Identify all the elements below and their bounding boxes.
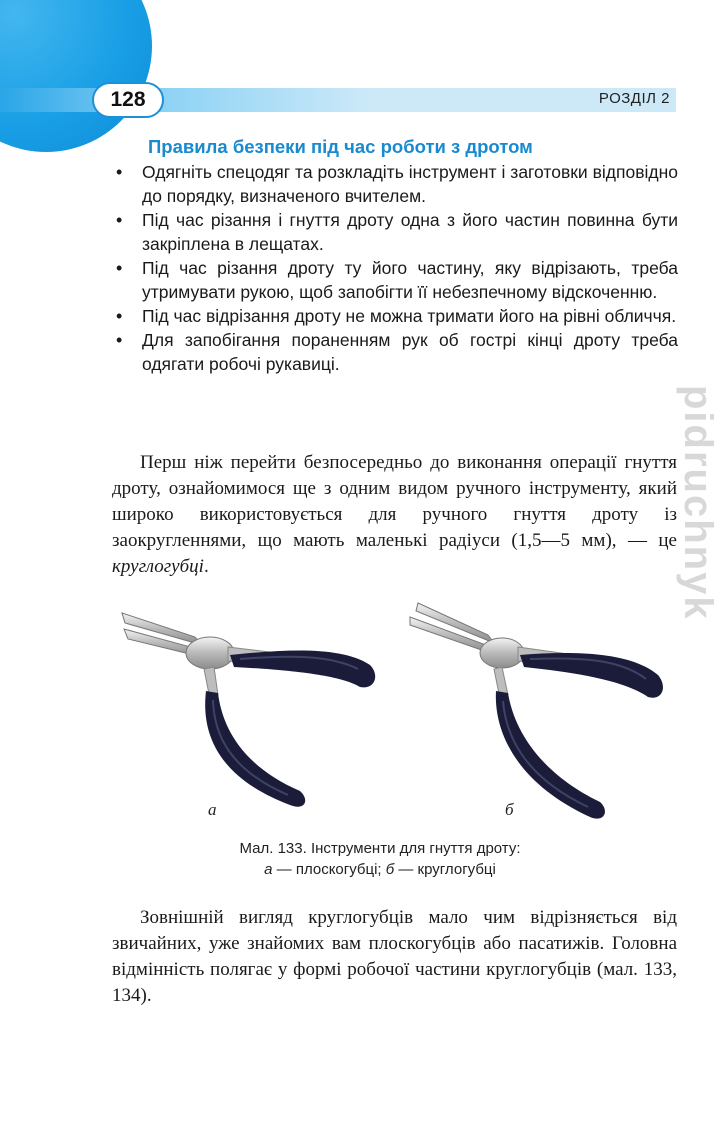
rule-item: • Під час різання дроту ту його частину, яку відрізають, треба утримувати рукою, щоб запобігти її небезпечному відскоченню. xyxy=(112,256,678,304)
caption-line2 xyxy=(160,859,600,880)
section-label: РОЗДІЛ 2 xyxy=(598,90,670,107)
description-paragraph: Зовнішній вигляд круглогубців мало чим відрізняється від звичайних, уже знайомих вам плоскогубців або пасатижів. Головна відмінність полягає у формі робочої частини круглогубців (мал. 133, 134). xyxy=(112,907,677,1006)
rule-item: • Для запобігання пораненням рук об гострі кінці дроту треба одягати робочі рукавиці. xyxy=(112,328,678,376)
pliers-figure xyxy=(110,595,690,835)
flat-nose-pliers-icon xyxy=(122,613,375,807)
caption-line1: Мал. 133. Інструменти для гнуття дроту: xyxy=(239,840,521,857)
rules-title: Правила безпеки під час роботи з дротом xyxy=(148,136,533,157)
pliers-illustration xyxy=(110,595,690,835)
page-number: 128 xyxy=(92,82,164,118)
corner-decoration xyxy=(0,0,152,152)
caption-b-text: — круглогубці xyxy=(394,861,496,878)
rules-list xyxy=(112,160,678,376)
watermark: pidruchnyk xyxy=(676,385,720,621)
round-nose-pliers-icon xyxy=(410,603,663,819)
caption-a-text: — плоскогубці; xyxy=(272,861,386,878)
intro-end: . xyxy=(203,556,209,577)
intro-emphasis: круглогубці xyxy=(112,556,204,577)
figure-caption xyxy=(160,838,600,880)
rule-item: • Під час різання і гнуття дроту одна з його частин повинна бути закріплена в лещатах. xyxy=(112,208,678,256)
intro-text: Перш ніж перейти безпосередньо до виконання операції гнуття дроту, ознайомимося ще з одним видом ручного інструменту, який широко використовується для ручного гнуття дроту із заокругленнями, що мають маленькі радіуси (1,5—5 мм), — це xyxy=(112,452,677,551)
caption-a: а xyxy=(264,861,273,878)
rule-item: • Під час відрізання дроту не можна тримати його на рівні обличчя. xyxy=(112,304,678,328)
figure-label-b: б xyxy=(505,800,514,819)
rule-item: • Одягніть спецодяг та розкладіть інструмент і заготовки відповідно до порядку, визначеного вчителем. xyxy=(112,160,678,208)
intro-paragraph xyxy=(112,450,677,580)
figure-label-a: а xyxy=(208,800,217,819)
caption-b: б xyxy=(385,861,395,878)
